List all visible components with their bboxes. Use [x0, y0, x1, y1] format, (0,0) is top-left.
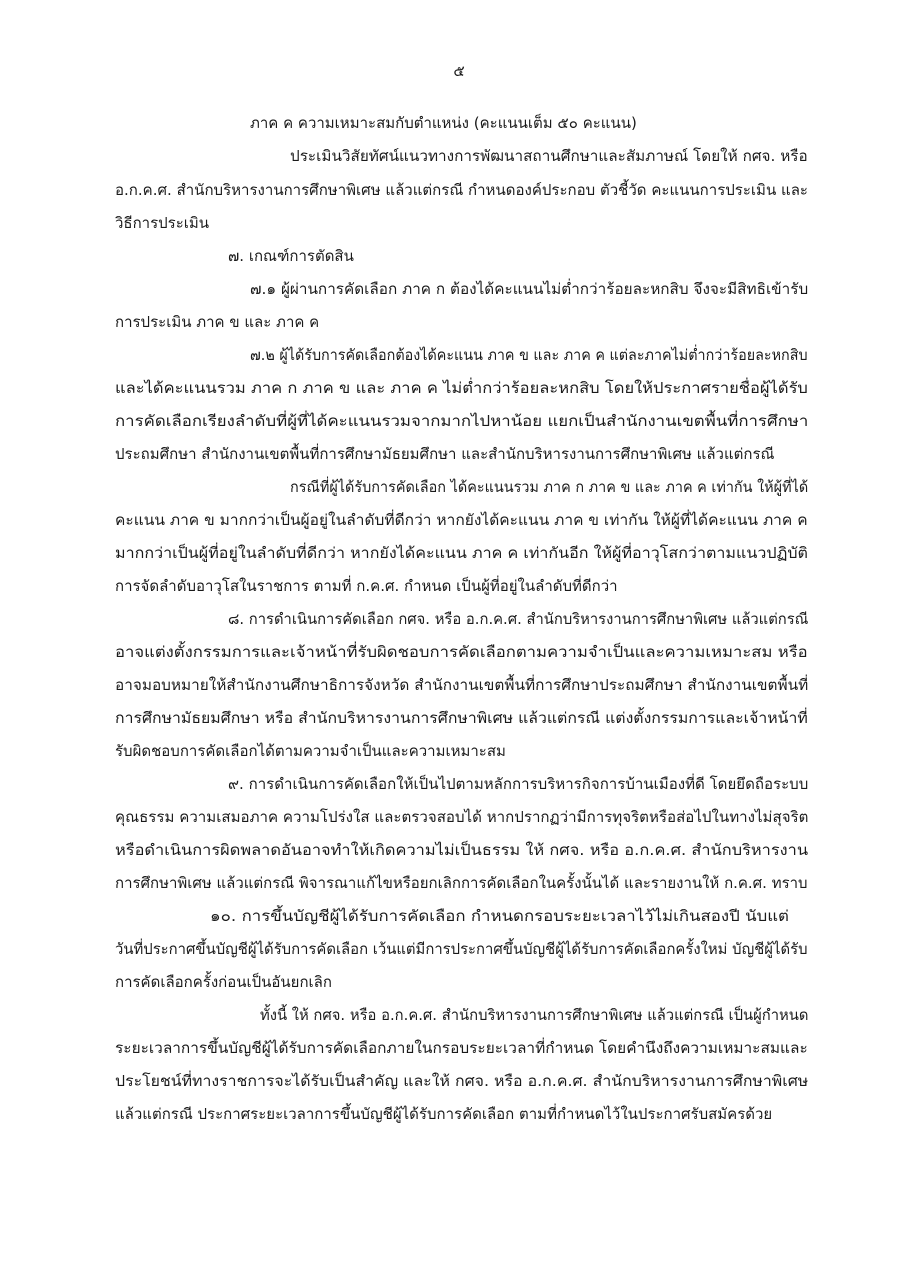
- body-line: คะแนน ภาค ข มากกว่าเป็นผู้อยู่ในลำดับที่ดีกว่า หากยังได้คะแนน ภาค ข เท่ากัน ให้ผู้ที่ได้คะแนน ภาค ค: [115, 511, 808, 529]
- body-line: มากกว่าเป็นผู้ที่อยู่ในลำดับที่ดีกว่า หากยังได้คะแนน ภาค ค เท่ากันอีก ให้ผู้ที่อาวุโสกว่าตามแนวปฏิบัติ: [115, 544, 809, 562]
- body-line: การคัดเลือกครั้งก่อนเป็นอันยกเลิก: [115, 973, 332, 991]
- body-line: วิธีการประเมิน: [115, 214, 210, 232]
- body-line: ประถมศึกษา สำนักงานเขตพื้นที่การศึกษามัธยมศึกษา และสำนักบริหารงานการศึกษาพิเศษ แล้วแต่กรณี: [115, 445, 775, 463]
- body-line: การประเมิน ภาค ข และ ภาค ค: [115, 313, 320, 331]
- body-line: การจัดลำดับอาวุโสในราชการ ตามที่ ก.ค.ศ. กำหนด เป็นผู้ที่อยู่ในลำดับที่ดีกว่า: [115, 577, 618, 595]
- body-line: อาจแต่งตั้งกรรมการและเจ้าหน้าที่รับผิดชอบการคัดเลือกตามความจำเป็นและความเหมาะสม หรือ: [115, 643, 808, 661]
- body-line: การศึกษาพิเศษ แล้วแต่กรณี พิจารณาแก้ไขหรือยกเลิกการคัดเลือกในครั้งนั้นได้ และรายงานให้ ก.ค.ศ. ทราบ: [115, 874, 808, 892]
- body-line: ๘. การดำเนินการคัดเลือก กศจ. หรือ อ.ก.ค.ศ. สำนักบริหารงานการศึกษาพิเศษ แล้วแต่กรณี: [228, 610, 809, 628]
- body-line: คุณธรรม ความเสมอภาค ความโปร่งใส และตรวจสอบได้ หากปรากฏว่ามีการทุจริตหรือส่อไปในทางไม่สุจริต: [115, 808, 809, 826]
- body-line: กรณีที่ผู้ได้รับการคัดเลือก ได้คะแนนรวม ภาค ก ภาค ข และ ภาค ค เท่ากัน ให้ผู้ที่ได้: [290, 478, 809, 496]
- body-line: รับผิดชอบการคัดเลือกได้ตามความจำเป็นและความเหมาะสม: [115, 742, 506, 760]
- body-line: ๗.๒ ผู้ได้รับการคัดเลือกต้องได้คะแนน ภาค ข และ ภาค ค แต่ละภาคไม่ต่ำกว่าร้อยละหกสิบ: [250, 346, 808, 364]
- page-number: ๕: [453, 62, 465, 80]
- body-line: ประเมินวิสัยทัศน์แนวทางการพัฒนาสถานศึกษาและสัมภาษณ์ โดยให้ กศจ. หรือ: [290, 147, 808, 165]
- body-line: ภาค ค ความเหมาะสมกับตำแหน่ง (คะแนนเต็ม ๕๐ คะแนน): [250, 114, 637, 132]
- body-line: ๑๐. การขึ้นบัญชีผู้ได้รับการคัดเลือก กำหนดกรอบระยะเวลาไว้ไม่เกินสองปี นับแต่: [210, 907, 789, 925]
- body-line: หรือดำเนินการผิดพลาดอันอาจทำให้เกิดความไม่เป็นธรรม ให้ กศจ. หรือ อ.ก.ค.ศ. สำนักบริหารงาน: [115, 841, 809, 859]
- body-line: การศึกษามัธยมศึกษา หรือ สำนักบริหารงานการศึกษาพิเศษ แล้วแต่กรณี แต่งตั้งกรรมการและเจ้าหน้าที่: [115, 709, 808, 727]
- body-line: ๗.๑ ผู้ผ่านการคัดเลือก ภาค ก ต้องได้คะแนนไม่ต่ำกว่าร้อยละหกสิบ จึงจะมีสิทธิเข้ารับ: [250, 280, 809, 298]
- body-line: แล้วแต่กรณี ประกาศระยะเวลาการขึ้นบัญชีผู้ได้รับการคัดเลือก ตามที่กำหนดไว้ในประกาศรับสมัครด้วย: [115, 1105, 773, 1123]
- body-line: ๗. เกณฑ์การตัดสิน: [228, 247, 354, 265]
- body-line: วันที่ประกาศขึ้นบัญชีผู้ได้รับการคัดเลือก เว้นแต่มีการประกาศขึ้นบัญชีผู้ได้รับการคัดเลือกครั้งใหม่ บัญชีผู้ได้รับ: [115, 940, 808, 958]
- body-line: ๙. การดำเนินการคัดเลือกให้เป็นไปตามหลักการบริหารกิจการบ้านเมืองที่ดี โดยยึดถือระบบ: [228, 775, 809, 793]
- body-line: และได้คะแนนรวม ภาค ก ภาค ข และ ภาค ค ไม่ต่ำกว่าร้อยละหกสิบ โดยให้ประกาศรายชื่อผู้ได้รับ: [115, 379, 808, 397]
- body-line: ทั้งนี้ ให้ กศจ. หรือ อ.ก.ค.ศ. สำนักบริหารงานการศึกษาพิเศษ แล้วแต่กรณี เป็นผู้กำหนด: [260, 1006, 809, 1024]
- body-line: อาจมอบหมายให้สำนักงานศึกษาธิการจังหวัด สำนักงานเขตพื้นที่การศึกษาประถมศึกษา สำนักงานเขตพื้นที่: [115, 676, 809, 694]
- body-line: ประโยชน์ที่ทางราชการจะได้รับเป็นสำคัญ และให้ กศจ. หรือ อ.ก.ค.ศ. สำนักบริหารงานการศึกษาพิเศษ: [115, 1072, 809, 1090]
- body-line: อ.ก.ค.ศ. สำนักบริหารงานการศึกษาพิเศษ แล้วแต่กรณี กำหนดองค์ประกอบ ตัวชี้วัด คะแนนการประเมิน และ: [115, 181, 808, 199]
- body-line: การคัดเลือกเรียงลำดับที่ผู้ที่ได้คะแนนรวมจากมากไปหาน้อย แยกเป็นสำนักงานเขตพื้นที่การศึกษา: [115, 412, 809, 430]
- body-line: ระยะเวลาการขึ้นบัญชีผู้ได้รับการคัดเลือกภายในกรอบระยะเวลาที่กำหนด โดยคำนึงถึงความเหมาะสมและ: [115, 1039, 808, 1057]
